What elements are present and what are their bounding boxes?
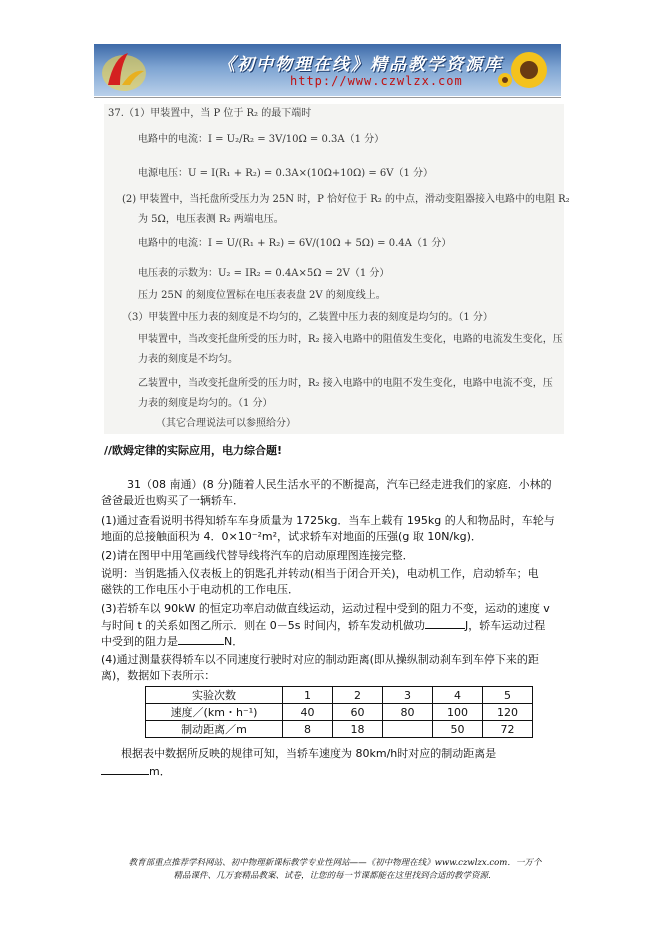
question-part-3-text: N．: [224, 635, 244, 648]
section-heading: //欧姆定律的实际应用，电力综合题!: [104, 444, 283, 457]
table-cell: 100: [433, 704, 483, 721]
site-logo-icon: [98, 47, 150, 93]
answer-line: 力表的刻度是不均匀。: [138, 354, 238, 365]
answer-line: （其它合理说法可以参照给分）: [156, 418, 296, 429]
answer-line: 电源电压：U = I(R₁ + R₂) = 0.3A×(10Ω+10Ω) = 6V（1 分）: [138, 168, 434, 179]
answer-line: 力表的刻度是均匀的。（1 分）: [138, 398, 273, 409]
banner-divider: [94, 97, 561, 98]
table-cell: 实验次数: [146, 687, 283, 704]
table-cell: 18: [333, 721, 383, 738]
table-cell: 120: [483, 704, 533, 721]
table-cell: 60: [333, 704, 383, 721]
table-cell: 4: [433, 687, 483, 704]
footer-line: 精品课件、几万套精品教案、试卷，让您的每一节课都能在这里找到合适的教学资源．: [173, 871, 497, 881]
site-banner: [94, 44, 561, 96]
resistance-answer-blank[interactable]: [178, 633, 224, 645]
question-part-3: (3)若轿车以 90kW 的恒定功率启动做直线运动，运动过程中受到的阻力不变，运动的速度 v: [101, 602, 550, 615]
table-cell: 40: [283, 704, 333, 721]
table-cell: 8: [283, 721, 333, 738]
question-intro: 31（08 南通）(8 分)随着人民生活水平的不断提高，汽车已经走进我们的家庭．小林的: [127, 478, 552, 491]
table-cell: 5: [483, 687, 533, 704]
question-note: 磁铁的工作电压小于电动机的工作电压．: [101, 583, 299, 596]
answer-line: 电路中的电流：I = U/(R₁ + R₂) = 6V/(10Ω + 5Ω) = 0.4A（1 分）: [138, 238, 452, 249]
answer-line: 电压表的示数为：U₂ = IR₂ = 0.4A×5Ω = 2V（1 分）: [138, 268, 390, 279]
sunflower-icon: [495, 46, 555, 94]
answer-line: 甲装置中，当改变托盘所受的压力时，R₂ 接入电路中的阻值发生变化，电路的电流发生变化，压: [138, 334, 563, 345]
footer-line: 教育部重点推荐学科网站、初中物理新课标教学专业性网站——《初中物理在线》www.czwlzx.com．一万个: [128, 858, 542, 868]
table-cell: 1: [283, 687, 333, 704]
answer-line: 37.（1）甲装置中，当 P 位于 R₂ 的最下端时: [108, 108, 312, 119]
table-cell: 制动距离／m: [146, 721, 283, 738]
question-conclusion: 根据表中数据所反映的规律可知，当轿车速度为 80km/h时对应的制动距离是: [121, 747, 497, 760]
question-conclusion-text: m．: [149, 765, 171, 778]
table-cell: 50: [433, 721, 483, 738]
question-part-3-text: 与时间 t 的关系如图乙所示．则在 0－5s 时间内，轿车发动机做功: [101, 619, 426, 632]
braking-distance-answer-blank[interactable]: [101, 763, 149, 775]
banner-url[interactable]: http://www.czwlzx.com: [290, 74, 463, 88]
table-cell: [383, 721, 433, 738]
answer-line: 乙装置中，当改变托盘所受的压力时，R₂ 接入电路中的电阻不发生变化，电路中电流不变，压: [138, 378, 553, 389]
question-part-3-text: J，轿车运动过程: [465, 619, 546, 632]
question-note: 说明：当钥匙插入仪表板上的钥匙孔并转动(相当于闭合开关)，电动机工作，启动轿车；电: [101, 567, 539, 580]
answer-line: 为 5Ω，电压表测 R₂ 两端电压。: [138, 214, 284, 225]
question-part-4: 离)，数据如下表所示：: [101, 669, 216, 682]
question-part-1: 地面的总接触面积为 4．0×10⁻²m²，试求轿车对地面的压强(g 取 10N/kg)．: [101, 530, 482, 543]
table-row: [146, 704, 533, 721]
table-cell: 2: [333, 687, 383, 704]
question-part-3: [101, 633, 243, 650]
work-answer-blank[interactable]: [425, 617, 465, 629]
answer-line: （3）甲装置中压力表的刻度是不均匀的，乙装置中压力表的刻度是均匀的。（1 分）: [122, 312, 493, 323]
question-part-3-text: 中受到的阻力是: [101, 635, 178, 648]
question-part-3: [101, 617, 545, 634]
question-intro: 爸爸最近也购买了一辆轿车．: [101, 494, 244, 507]
table-cell: 速度／(km・h⁻¹): [146, 704, 283, 721]
answer-line: 压力 25N 的刻度位置标在电压表表盘 2V 的刻度线上。: [138, 290, 386, 301]
answer-line: 电路中的电流：I = U₂/R₂ = 3V/10Ω = 0.3A（1 分）: [138, 134, 385, 145]
table-cell: 80: [383, 704, 433, 721]
banner-title: 《初中物理在线》精品教学资源库: [218, 55, 503, 75]
table-row: [146, 721, 533, 738]
table-row: [146, 687, 533, 704]
answer-line: (2) 甲装置中，当托盘所受压力为 25N 时，P 恰好位于 R₂ 的中点，滑动变阻器接入电路中的电阻 R₂: [122, 194, 570, 205]
table-cell: 3: [383, 687, 433, 704]
question-part-1: (1)通过查看说明书得知轿车车身质量为 1725kg．当车上载有 195kg 的人和物品时，车轮与: [101, 514, 555, 527]
question-part-2: (2)请在图甲中用笔画线代替导线将汽车的启动原理图连接完整．: [101, 549, 414, 562]
table-cell: 72: [483, 721, 533, 738]
question-conclusion: [101, 763, 171, 780]
scanned-answer-image: [104, 104, 570, 434]
braking-distance-table: [145, 686, 533, 738]
question-part-4: (4)通过测量获得轿车以不同速度行驶时对应的制动距离(即从操纵制动刹车到车停下来的距: [101, 653, 539, 666]
